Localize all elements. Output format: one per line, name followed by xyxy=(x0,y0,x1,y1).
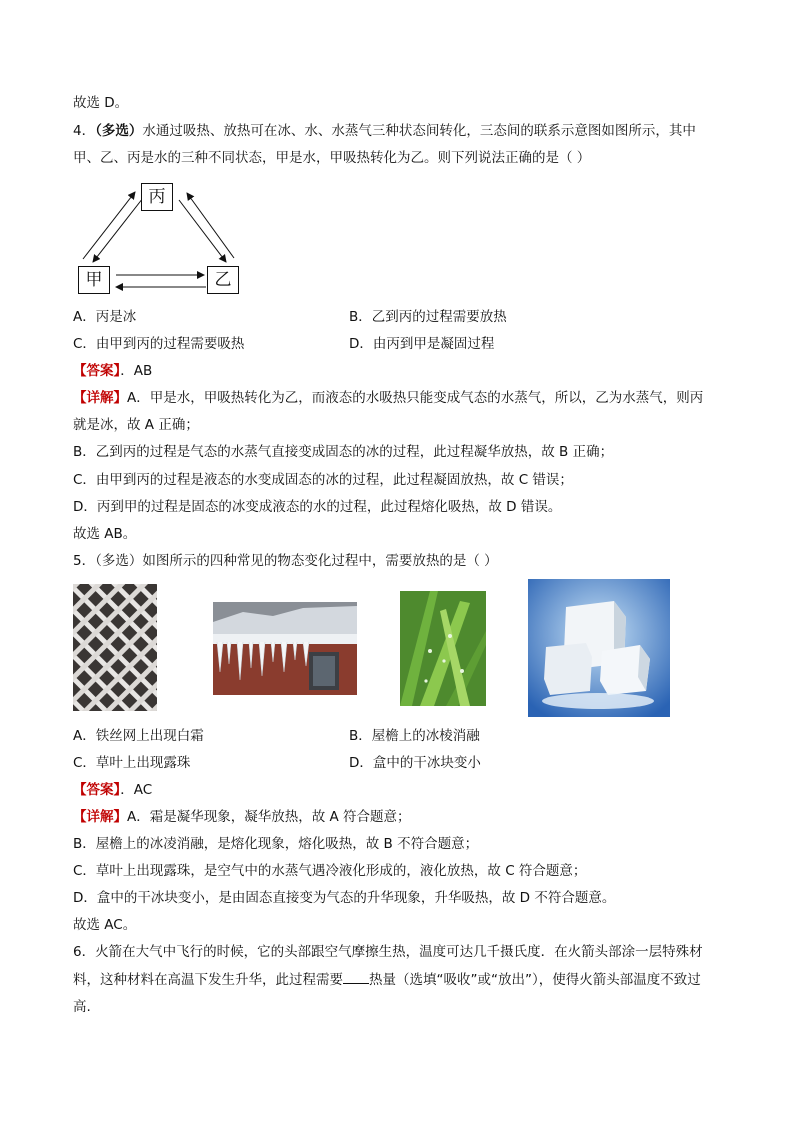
dew-grass-image xyxy=(400,591,486,706)
q4-detail-line2: 就是冰，故 A 正确； xyxy=(73,417,199,433)
icicles-eaves-drawing xyxy=(213,602,357,695)
q5-number: 5． xyxy=(73,553,96,569)
q4-tag: （多选） xyxy=(95,123,143,139)
dew-grass-drawing xyxy=(400,591,486,706)
q4-detail-line1 xyxy=(73,389,703,407)
q5-detail-line1 xyxy=(73,808,411,826)
arrow-bing-to-jia xyxy=(93,198,143,262)
dry-ice-cubes-image xyxy=(528,579,670,717)
q5-stem-text: 如图所示的四种常见的物态变化过程中，需要放热的是（ ） xyxy=(142,553,498,569)
q4-detail-label: 【详解】 xyxy=(73,390,127,406)
q4-option-c: C．由甲到丙的过程需要吸热 xyxy=(73,336,245,352)
q5-stem xyxy=(73,552,498,570)
q5-detail-line2: B．屋檐上的冰凌消融，是熔化现象，熔化吸热，故 B 不符合题意； xyxy=(73,836,479,852)
q5-answer xyxy=(73,781,152,799)
q4-answer xyxy=(73,362,152,380)
frost-wire-mesh-drawing xyxy=(73,584,157,711)
q4-conclusion: 故选 AB。 xyxy=(73,526,137,542)
q4-detail-line4: C．由甲到丙的过程是液态的水变成固态的冰的过程，此过程凝固放热，故 C 错误； xyxy=(73,472,573,488)
q4-number: 4． xyxy=(73,123,96,139)
q5-conclusion: 故选 AC。 xyxy=(73,917,137,933)
arrow-bing-to-yi xyxy=(179,200,226,262)
q5-answer-label: 【答案】 xyxy=(73,782,121,798)
q4-option-b: B．乙到丙的过程需要放热 xyxy=(349,309,507,325)
q5-option-a: A．铁丝网上出现白霜 xyxy=(73,728,204,744)
q4-stem-text: 水通过吸热、放热可在冰、水、水蒸气三种状态间转化，三态间的联系示意图如图所示，其中 xyxy=(142,123,696,139)
q4-detail-text: A．甲是水，甲吸热转化为乙，而液态的水吸热只能变成气态的水蒸气，所以，乙为水蒸气，则丙 xyxy=(127,390,704,406)
q4-option-d: D．由丙到甲是凝固过程 xyxy=(349,336,495,352)
q5-detail-text: A．霜是凝华现象，凝华放热，故 A 符合题意； xyxy=(127,809,411,825)
q5-option-c: C．草叶上出现露珠 xyxy=(73,755,191,771)
q6-line2-before-blank: 料，这种材料在高温下发生升华，此过程需要 xyxy=(73,972,343,988)
q5-tag: （多选） xyxy=(95,553,143,569)
q4-answer-value: ．AB xyxy=(120,363,153,379)
q5-option-d: D．盒中的干冰块变小 xyxy=(349,755,481,771)
icicles-eaves-image xyxy=(213,602,357,695)
q3-conclusion: 故选 D。 xyxy=(73,95,129,111)
q5-detail-line3: C．草叶上出现露珠，是空气中的水蒸气遇冷液化形成的，液化放热，故 C 符合题意； xyxy=(73,863,587,879)
frost-wire-mesh-image xyxy=(73,584,157,711)
q4-detail-line3: B．乙到丙的过程是气态的水蒸气直接变成固态的冰的过程，此过程凝华放热，故 B 正确； xyxy=(73,444,614,460)
dry-ice-cubes-drawing xyxy=(528,579,670,717)
q5-option-b: B．屋檐上的冰棱消融 xyxy=(349,728,480,744)
arrow-yi-to-bing xyxy=(187,193,234,258)
q5-answer-value: ．AC xyxy=(120,782,153,798)
q4-answer-label: 【答案】 xyxy=(73,363,121,379)
q6-answer-blank[interactable] xyxy=(343,971,369,984)
state-box-jia: 甲 xyxy=(78,266,110,294)
arrow-jia-to-bing xyxy=(83,192,135,259)
q4-stem-line1 xyxy=(73,122,696,140)
q4-option-a: A．丙是冰 xyxy=(73,309,137,325)
q6-line3: 高. xyxy=(73,999,91,1015)
state-box-bing: 丙 xyxy=(141,183,173,211)
state-box-yi: 乙 xyxy=(207,266,239,294)
q4-stem-line2: 甲、乙、丙是水的三种不同状态，甲是水，甲吸热转化为乙。则下列说法正确的是（ ） xyxy=(73,150,591,166)
q5-detail-line4: D．盒中的干冰块变小，是由固态直接变为气态的升华现象，升华吸热，故 D 不符合题意。 xyxy=(73,890,616,906)
q6-line1: 6．火箭在大气中飞行的时候，它的头部跟空气摩擦生热，温度可达几千摄氏度．在火箭头部涂一层特殊材 xyxy=(73,944,703,960)
q6-line2 xyxy=(73,971,701,989)
q5-detail-label: 【详解】 xyxy=(73,809,127,825)
q6-line2-after-blank: 热量（选填“吸收”或“放出”），使得火箭头部温度不致过 xyxy=(369,972,701,988)
q4-detail-line5: D．丙到甲的过程是固态的冰变成液态的水的过程，此过程熔化吸热，故 D 错误。 xyxy=(73,499,562,515)
